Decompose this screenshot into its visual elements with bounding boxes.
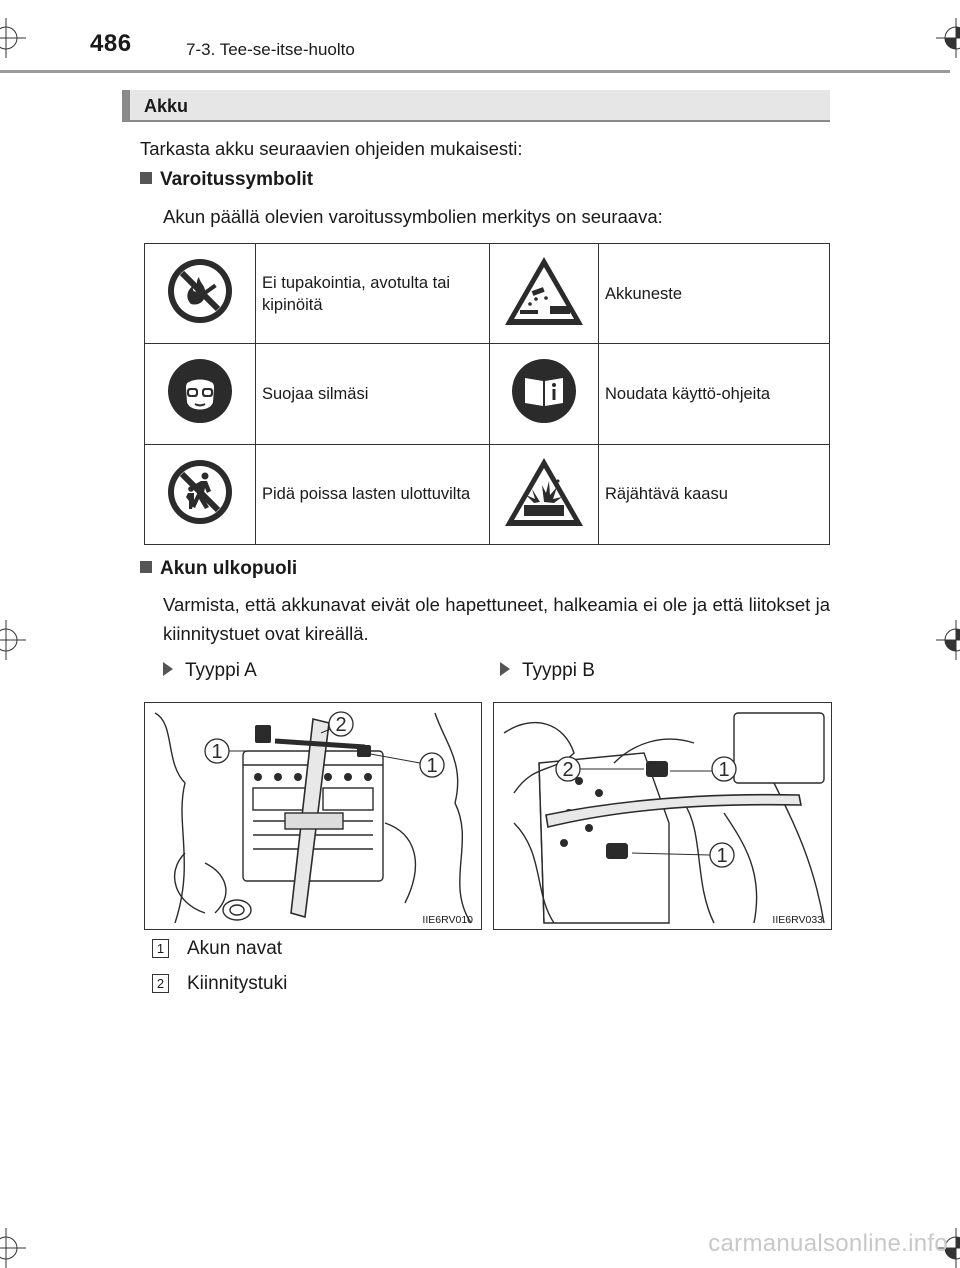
- table-row: [145, 444, 830, 544]
- eye-protection-icon: [145, 344, 256, 444]
- explosive-gas-icon: [490, 444, 599, 544]
- symbol-description: Suojaa silmäsi: [256, 344, 490, 444]
- square-bullet-icon: [140, 172, 152, 184]
- triangle-bullet-icon: [163, 662, 173, 676]
- exterior-description: Varmista, että akkunavat eivät ole hapettuneet, halkeamia ei ole ja että liitokset ja kiinnitystuet ovat kireällä.: [163, 594, 830, 644]
- crop-mark-top-right: [936, 18, 960, 58]
- chapter-title: 7-3. Tee-se-itse-huolto: [186, 40, 355, 59]
- crop-mark-bottom-left: [0, 1228, 26, 1268]
- no-smoking-flame-icon: [145, 244, 256, 344]
- battery-figure-type-a: [144, 702, 482, 930]
- battery-illustration: [494, 703, 831, 929]
- crop-mark-top-left: [0, 18, 26, 58]
- callout-1-bottom: 1: [716, 845, 728, 867]
- warning-symbols-description: Akun päällä olevien varoitussymbolien merkitys on seuraava:: [163, 206, 663, 227]
- figure-code: IIE6RV033: [772, 914, 823, 926]
- section-title: Akku: [144, 96, 189, 116]
- warning-symbols-heading-text: Varoitussymbolit: [160, 169, 314, 190]
- watermark: carmanualsonline.info: [708, 1230, 948, 1257]
- type-b-label: [500, 660, 595, 682]
- callout-1-top: 1: [718, 759, 730, 781]
- read-manual-icon: [490, 344, 599, 444]
- table-row: [145, 344, 830, 444]
- battery-figure-type-b: [493, 702, 832, 930]
- legend-number: 1: [152, 939, 169, 958]
- square-bullet-icon: [140, 561, 152, 573]
- type-b-label-text: Tyyppi B: [522, 660, 595, 681]
- exterior-heading: [140, 558, 297, 580]
- warning-symbols-table: [144, 243, 830, 545]
- legend-text: Akun navat: [187, 938, 283, 959]
- section-title-bar: [122, 90, 830, 122]
- legend-item: [152, 974, 169, 993]
- legend-text: Kiinnitystuki: [187, 973, 288, 994]
- symbol-description: Akkuneste: [599, 244, 830, 344]
- symbol-description: Pidä poissa lasten ulottuvilta: [256, 444, 490, 544]
- corrosive-acid-icon: [490, 244, 599, 344]
- battery-illustration: [145, 703, 481, 929]
- callout-1-right: 1: [426, 755, 438, 777]
- header-rule: [0, 70, 950, 73]
- intro-text: Tarkasta akku seuraavien ohjeiden mukaisesti:: [140, 138, 523, 159]
- type-a-label-text: Tyyppi A: [185, 660, 257, 681]
- figure-code: IIE6RV010: [422, 914, 473, 926]
- warning-symbols-heading: [140, 169, 313, 191]
- symbol-description: Räjähtävä kaasu: [599, 444, 830, 544]
- callout-2: 2: [562, 759, 574, 781]
- legend-number: 2: [152, 974, 169, 993]
- symbol-description: Ei tupakointia, avotulta tai kipinöitä: [256, 244, 490, 344]
- triangle-bullet-icon: [500, 662, 510, 676]
- legend-item: [152, 939, 169, 958]
- exterior-heading-text: Akun ulkopuoli: [160, 558, 298, 579]
- callout-1-left: 1: [211, 741, 223, 763]
- crop-mark-mid-right: [936, 620, 960, 660]
- crop-mark-mid-left: [0, 620, 26, 660]
- keep-away-children-icon: [145, 444, 256, 544]
- page-number: 486: [90, 30, 132, 57]
- callout-2: 2: [335, 714, 347, 736]
- table-row: [145, 244, 830, 344]
- type-a-label: [163, 660, 257, 682]
- symbol-description: Noudata käyttö-ohjeita: [599, 344, 830, 444]
